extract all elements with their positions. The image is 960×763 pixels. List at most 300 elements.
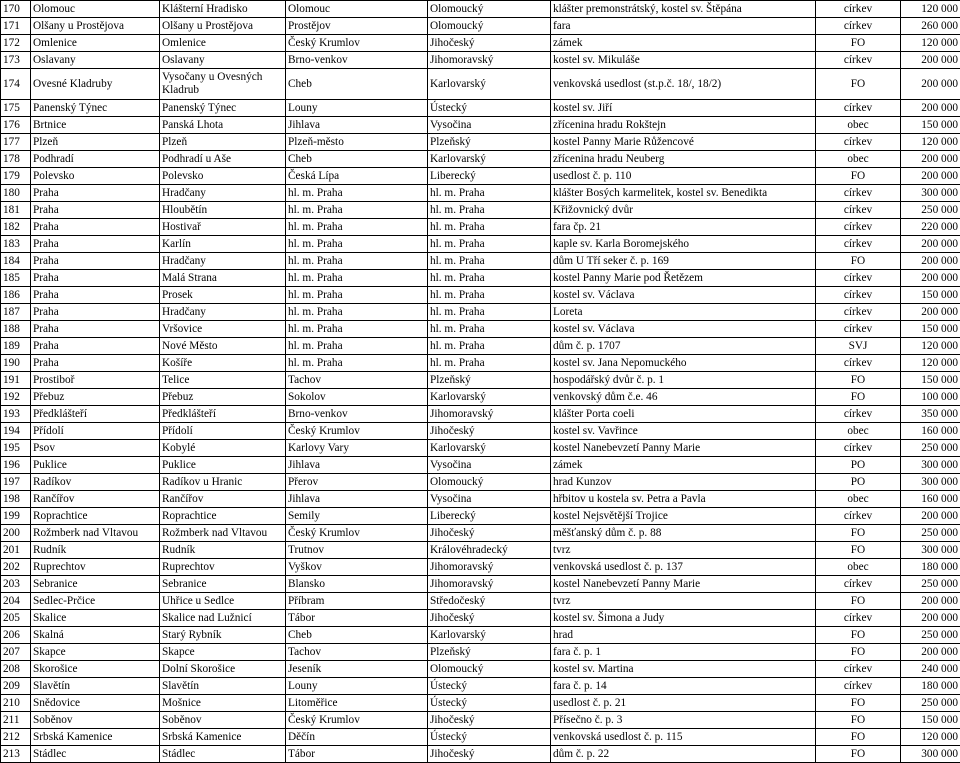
cell-monument: dům č. p. 22 [551,746,816,763]
cell-district: hl. m. Praha [286,321,428,338]
cell-owner: PO [816,457,901,474]
cell-municipality: Puklice [31,457,160,474]
cell-region: Jihočeský [428,610,551,627]
cell-cadastral-area: Panská Lhota [160,117,286,134]
cell-district: Cheb [286,69,428,100]
table-row [1,52,960,69]
cell-municipality: Skorošice [31,661,160,678]
cell-row-number: 187 [1,304,31,321]
cell-region: Karlovarský [428,389,551,406]
cell-district: hl. m. Praha [286,202,428,219]
cell-row-number: 195 [1,440,31,457]
cell-cadastral-area: Polevsko [160,168,286,185]
cell-region: Jihomoravský [428,52,551,69]
cell-row-number: 177 [1,134,31,151]
cell-monument: klášter Porta coeli [551,406,816,423]
cell-municipality: Olomouc [31,1,160,18]
cell-region: Liberecký [428,168,551,185]
cell-district: Tábor [286,610,428,627]
cell-region: Středočeský [428,593,551,610]
cell-amount: 200 000 [901,253,960,270]
cell-district: Brno-venkov [286,406,428,423]
cell-municipality: Skalná [31,627,160,644]
cell-district: hl. m. Praha [286,304,428,321]
cell-monument: kostel sv. Šimona a Judy [551,610,816,627]
cell-region: Karlovarský [428,627,551,644]
cell-region: Ústecký [428,729,551,746]
cell-row-number: 199 [1,508,31,525]
cell-cadastral-area: Košíře [160,355,286,372]
cell-monument: venkovská usedlost č. p. 137 [551,559,816,576]
cell-monument: kostel sv. Mikuláše [551,52,816,69]
cell-region: Jihočeský [428,35,551,52]
cell-amount: 200 000 [901,304,960,321]
cell-municipality: Psov [31,440,160,457]
cell-cadastral-area: Skapce [160,644,286,661]
cell-district: Jihlava [286,491,428,508]
cell-monument: kostel sv. Martina [551,661,816,678]
cell-monument: fara č. p. 1 [551,644,816,661]
cell-owner: FO [816,69,901,100]
cell-municipality: Panenský Týnec [31,100,160,117]
cell-municipality: Oslavany [31,52,160,69]
cell-amount: 100 000 [901,389,960,406]
table-row [1,406,960,423]
cell-owner: FO [816,542,901,559]
cell-row-number: 201 [1,542,31,559]
cell-cadastral-area: Předklášteří [160,406,286,423]
cell-amount: 250 000 [901,525,960,542]
cell-row-number: 197 [1,474,31,491]
cell-amount: 200 000 [901,270,960,287]
cell-owner: církev [816,287,901,304]
cell-monument: kostel sv. Václava [551,287,816,304]
cell-district: Český Krumlov [286,525,428,542]
cell-amount: 200 000 [901,168,960,185]
cell-district: Litoměřice [286,695,428,712]
cell-owner: církev [816,321,901,338]
cell-region: Plzeňský [428,372,551,389]
cell-owner: církev [816,508,901,525]
cell-region: Olomoucký [428,18,551,35]
cell-region: hl. m. Praha [428,185,551,202]
cell-district: Blansko [286,576,428,593]
cell-cadastral-area: Dolní Skorošice [160,661,286,678]
cell-row-number: 198 [1,491,31,508]
cell-municipality: Sedlec-Prčice [31,593,160,610]
cell-district: hl. m. Praha [286,219,428,236]
cell-owner: církev [816,406,901,423]
cell-monument: kostel Panny Marie pod Řetězem [551,270,816,287]
cell-amount: 300 000 [901,185,960,202]
cell-municipality: Radíkov [31,474,160,491]
cell-district: Český Krumlov [286,712,428,729]
table-row [1,304,960,321]
cell-monument: hrad [551,627,816,644]
cell-region: Jihočeský [428,746,551,763]
cell-district: Louny [286,100,428,117]
cell-owner: církev [816,304,901,321]
cell-row-number: 204 [1,593,31,610]
cell-region: hl. m. Praha [428,270,551,287]
table-row [1,695,960,712]
cell-amount: 200 000 [901,593,960,610]
cell-cadastral-area: Přebuz [160,389,286,406]
table-row [1,168,960,185]
cell-municipality: Rančířov [31,491,160,508]
cell-owner: FO [816,35,901,52]
cell-amount: 120 000 [901,729,960,746]
cell-district: hl. m. Praha [286,236,428,253]
cell-amount: 120 000 [901,134,960,151]
cell-row-number: 176 [1,117,31,134]
table-row [1,610,960,627]
cell-monument: klášter Bosých karmelitek, kostel sv. Benedikta [551,185,816,202]
cell-region: Vysočina [428,491,551,508]
cell-district: Česká Lípa [286,168,428,185]
cell-cadastral-area: Soběnov [160,712,286,729]
cell-region: Plzeňský [428,134,551,151]
cell-municipality: Plzeň [31,134,160,151]
cell-region: hl. m. Praha [428,219,551,236]
cell-owner: FO [816,525,901,542]
table-row [1,712,960,729]
table-row [1,69,960,100]
cell-owner: FO [816,627,901,644]
cell-monument: kostel sv. Jiří [551,100,816,117]
cell-monument: kostel sv. Vavřince [551,423,816,440]
cell-row-number: 194 [1,423,31,440]
cell-amount: 120 000 [901,35,960,52]
cell-owner: FO [816,593,901,610]
cell-region: Plzeňský [428,644,551,661]
cell-district: Vyškov [286,559,428,576]
table-row [1,236,960,253]
cell-monument: usedlost č. p. 21 [551,695,816,712]
cell-region: hl. m. Praha [428,287,551,304]
cell-municipality: Srbská Kamenice [31,729,160,746]
table-row [1,474,960,491]
cell-region: hl. m. Praha [428,202,551,219]
cell-cadastral-area: Klášterní Hradisko [160,1,286,18]
cell-owner: FO [816,695,901,712]
cell-amount: 250 000 [901,202,960,219]
cell-district: Jeseník [286,661,428,678]
cell-district: Český Krumlov [286,35,428,52]
cell-district: hl. m. Praha [286,338,428,355]
table-row [1,508,960,525]
table-row [1,593,960,610]
cell-amount: 200 000 [901,508,960,525]
cell-monument: venkovská usedlost č. p. 115 [551,729,816,746]
cell-row-number: 208 [1,661,31,678]
cell-row-number: 193 [1,406,31,423]
cell-row-number: 188 [1,321,31,338]
table-row [1,457,960,474]
cell-row-number: 186 [1,287,31,304]
cell-monument: kostel Nejsvětější Trojice [551,508,816,525]
cell-owner: církev [816,18,901,35]
cell-amount: 300 000 [901,542,960,559]
cell-amount: 160 000 [901,491,960,508]
cell-cadastral-area: Nové Město [160,338,286,355]
cell-district: hl. m. Praha [286,287,428,304]
cell-district: Cheb [286,627,428,644]
cell-district: Přerov [286,474,428,491]
cell-cadastral-area: Hradčany [160,253,286,270]
cell-amount: 120 000 [901,338,960,355]
cell-municipality: Snědovice [31,695,160,712]
cell-owner: FO [816,746,901,763]
table-row [1,661,960,678]
cell-municipality: Roprachtice [31,508,160,525]
cell-owner: obec [816,559,901,576]
cell-municipality: Přídolí [31,423,160,440]
table-row [1,202,960,219]
cell-cadastral-area: Srbská Kamenice [160,729,286,746]
cell-amount: 250 000 [901,576,960,593]
table-row [1,117,960,134]
cell-region: Olomoucký [428,1,551,18]
cell-owner: obec [816,491,901,508]
table-row [1,151,960,168]
cell-monument: kostel Nanebevzetí Panny Marie [551,440,816,457]
cell-amount: 350 000 [901,406,960,423]
cell-owner: obec [816,151,901,168]
cell-owner: církev [816,202,901,219]
table-row [1,355,960,372]
cell-municipality: Skapce [31,644,160,661]
table-row [1,389,960,406]
cell-municipality: Praha [31,202,160,219]
cell-owner: církev [816,1,901,18]
table-row [1,372,960,389]
cell-owner: církev [816,678,901,695]
cell-municipality: Praha [31,287,160,304]
cell-cadastral-area: Prosek [160,287,286,304]
cell-cadastral-area: Malá Strana [160,270,286,287]
cell-amount: 220 000 [901,219,960,236]
cell-cadastral-area: Hradčany [160,304,286,321]
cell-owner: SVJ [816,338,901,355]
cell-monument: kostel Panny Marie Růžencové [551,134,816,151]
cell-monument: zámek [551,35,816,52]
cell-monument: kostel Nanebevzetí Panny Marie [551,576,816,593]
cell-district: Český Krumlov [286,423,428,440]
cell-monument: dům U Tří seker č. p. 169 [551,253,816,270]
cell-cadastral-area: Hostivař [160,219,286,236]
cell-amount: 200 000 [901,236,960,253]
table-row [1,525,960,542]
cell-row-number: 207 [1,644,31,661]
table-row [1,644,960,661]
cell-row-number: 196 [1,457,31,474]
table-row [1,18,960,35]
cell-amount: 200 000 [901,52,960,69]
cell-cadastral-area: Hloubětín [160,202,286,219]
cell-row-number: 173 [1,52,31,69]
cell-cadastral-area: Olšany u Prostějova [160,18,286,35]
cell-amount: 250 000 [901,627,960,644]
cell-municipality: Praha [31,304,160,321]
cell-region: Olomoucký [428,474,551,491]
cell-municipality: Brtnice [31,117,160,134]
cell-row-number: 203 [1,576,31,593]
cell-owner: církev [816,52,901,69]
cell-row-number: 205 [1,610,31,627]
cell-owner: církev [816,134,901,151]
cell-region: hl. m. Praha [428,321,551,338]
cell-region: Ústecký [428,695,551,712]
cell-municipality: Ovesné Kladruby [31,69,160,100]
cell-owner: FO [816,729,901,746]
cell-row-number: 180 [1,185,31,202]
table-row [1,729,960,746]
cell-district: Trutnov [286,542,428,559]
cell-cadastral-area: Rudník [160,542,286,559]
cell-row-number: 202 [1,559,31,576]
cell-cadastral-area: Ruprechtov [160,559,286,576]
cell-district: Brno-venkov [286,52,428,69]
table-row [1,559,960,576]
cell-amount: 260 000 [901,18,960,35]
cell-region: hl. m. Praha [428,304,551,321]
table-row [1,134,960,151]
table-body [1,1,960,763]
cell-region: hl. m. Praha [428,355,551,372]
cell-cadastral-area: Roprachtice [160,508,286,525]
cell-amount: 150 000 [901,287,960,304]
table-row [1,219,960,236]
cell-municipality: Prostiboř [31,372,160,389]
cell-row-number: 200 [1,525,31,542]
cell-district: hl. m. Praha [286,185,428,202]
cell-municipality: Rožmberk nad Vltavou [31,525,160,542]
cell-owner: církev [816,185,901,202]
cell-district: Tachov [286,372,428,389]
cell-owner: obec [816,423,901,440]
cell-row-number: 209 [1,678,31,695]
cell-monument: hrad Kunzov [551,474,816,491]
cell-municipality: Praha [31,355,160,372]
cell-row-number: 184 [1,253,31,270]
table-row [1,491,960,508]
cell-region: Karlovarský [428,151,551,168]
cell-cadastral-area: Karlín [160,236,286,253]
cell-owner: obec [816,117,901,134]
cell-cadastral-area: Kobylé [160,440,286,457]
cell-cadastral-area: Omlenice [160,35,286,52]
cell-owner: církev [816,270,901,287]
cell-municipality: Soběnov [31,712,160,729]
cell-owner: církev [816,661,901,678]
cell-municipality: Podhradí [31,151,160,168]
cell-district: Prostějov [286,18,428,35]
cell-amount: 200 000 [901,644,960,661]
table-row [1,542,960,559]
cell-monument: kaple sv. Karla Boromejského [551,236,816,253]
cell-municipality: Praha [31,270,160,287]
cell-owner: FO [816,644,901,661]
cell-municipality: Slavětín [31,678,160,695]
table-row [1,423,960,440]
cell-cadastral-area: Vysočany u Ovesných Kladrub [160,69,286,100]
cell-amount: 300 000 [901,474,960,491]
cell-cadastral-area: Radíkov u Hranic [160,474,286,491]
cell-row-number: 210 [1,695,31,712]
table-row [1,321,960,338]
cell-monument: fara [551,18,816,35]
cell-monument: Loreta [551,304,816,321]
cell-region: Jihočeský [428,423,551,440]
cell-cadastral-area: Podhradí u Aše [160,151,286,168]
cell-district: Sokolov [286,389,428,406]
cell-amount: 150 000 [901,321,960,338]
cell-owner: církev [816,236,901,253]
cell-monument: tvrz [551,593,816,610]
cell-amount: 160 000 [901,423,960,440]
cell-region: Královéhradecký [428,542,551,559]
cell-owner: církev [816,576,901,593]
cell-district: hl. m. Praha [286,270,428,287]
cell-cadastral-area: Stádlec [160,746,286,763]
cell-monument: zřícenina hradu Rokštejn [551,117,816,134]
cell-amount: 180 000 [901,678,960,695]
cell-cadastral-area: Panenský Týnec [160,100,286,117]
cell-monument: kostel sv. Jana Nepomuckého [551,355,816,372]
cell-monument: tvrz [551,542,816,559]
cell-cadastral-area: Skalice nad Lužnicí [160,610,286,627]
cell-monument: měšťanský dům č. p. 88 [551,525,816,542]
cell-region: Jihomoravský [428,406,551,423]
cell-row-number: 212 [1,729,31,746]
cell-owner: církev [816,355,901,372]
cell-owner: církev [816,100,901,117]
cell-cadastral-area: Vršovice [160,321,286,338]
cell-monument: Přísečno č. p. 3 [551,712,816,729]
cell-monument: zřícenina hradu Neuberg [551,151,816,168]
cell-cadastral-area: Starý Rybník [160,627,286,644]
cell-district: Tachov [286,644,428,661]
cell-district: hl. m. Praha [286,253,428,270]
cell-region: Ústecký [428,678,551,695]
cell-district: Louny [286,678,428,695]
cell-monument: hospodářský dvůr č. p. 1 [551,372,816,389]
cell-municipality: Praha [31,236,160,253]
table-row [1,338,960,355]
cell-owner: FO [816,372,901,389]
cell-cadastral-area: Slavětín [160,678,286,695]
cell-region: Jihočeský [428,525,551,542]
cell-row-number: 191 [1,372,31,389]
table-row [1,746,960,763]
cell-district: Tábor [286,746,428,763]
cell-amount: 200 000 [901,151,960,168]
cell-region: Ústecký [428,100,551,117]
cell-amount: 150 000 [901,117,960,134]
cell-owner: církev [816,440,901,457]
table-row [1,100,960,117]
cell-monument: fara čp. 21 [551,219,816,236]
cell-municipality: Praha [31,185,160,202]
cell-monument: hřbitov u kostela sv. Petra a Pavla [551,491,816,508]
cell-row-number: 206 [1,627,31,644]
cell-municipality: Praha [31,338,160,355]
cell-owner: FO [816,389,901,406]
cell-municipality: Praha [31,253,160,270]
cell-region: Karlovarský [428,69,551,100]
cell-district: Semily [286,508,428,525]
